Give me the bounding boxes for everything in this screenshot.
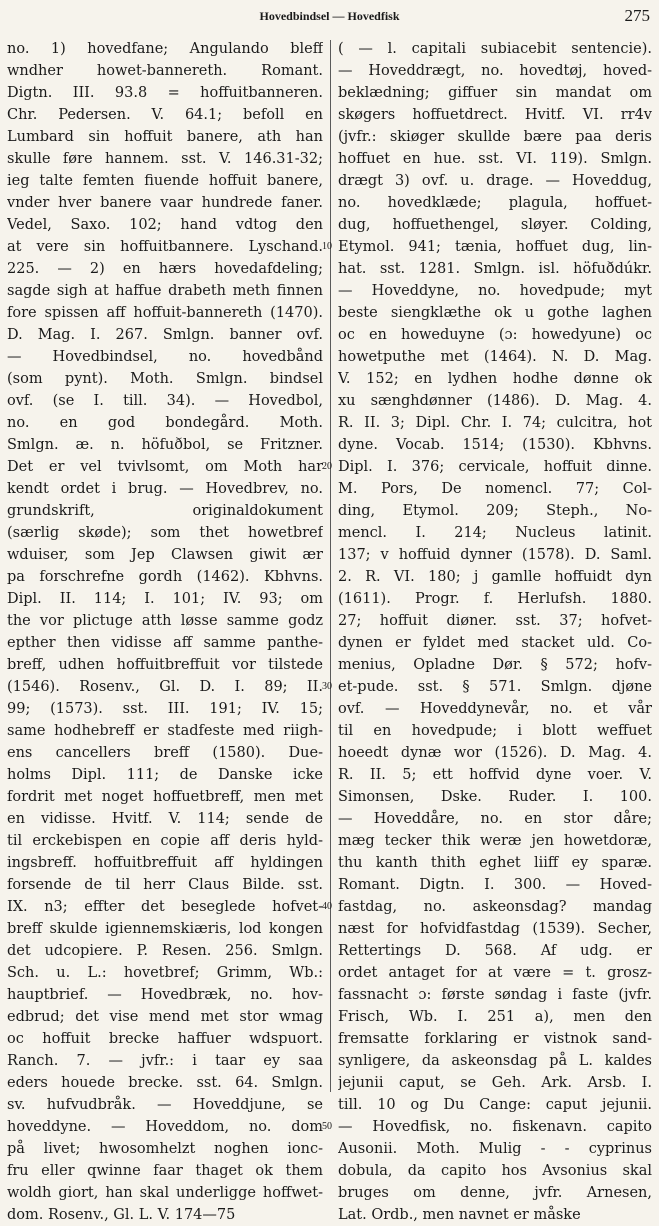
text-line: Digtn. III. 93.8 = hoffuitbanneren. [7, 85, 323, 101]
text-line: fore spissen aff hoffuit-bannereth (1470). [7, 305, 323, 321]
text-line: Romant. Digtn. I. 300. — Hoved- [338, 877, 652, 893]
text-line: ingsbreff. hoffuitbreffuit aff hyldingen [7, 855, 323, 871]
line-number: 50 [322, 1121, 332, 1132]
text-line: hauptbrief. — Hovedbræk, no. hov- [7, 987, 323, 1003]
text-line: same hodhebreff er stadfeste med riigh- [7, 723, 323, 739]
text-line: sagde sigh at haffue drabeth meth finnen [7, 283, 323, 299]
text-line: ding, Etymol. 209; Steph., No- [338, 503, 652, 519]
text-line: (særlig skøde); som thet howetbref [7, 525, 323, 541]
text-line: hoeedt dynæ wor (1526). D. Mag. 4. [338, 745, 652, 761]
text-line: oc hoffuit brecke haffuer wdspuort. [7, 1031, 323, 1047]
text-line: mencl. I. 214; Nucleus latinit. [338, 525, 652, 541]
text-line: Det er vel tvivlsomt, om Moth har [7, 459, 323, 475]
line-number: 20 [322, 461, 332, 472]
text-line: thu kanth thith eghet liiff ey sparæ. [338, 855, 652, 871]
text-line: (som pynt). Moth. Smlgn. bindsel [7, 371, 323, 387]
text-line: Ausonii. Moth. Mulig - - cyprinus [338, 1141, 652, 1157]
text-line: hoffuet en hue. sst. VI. 119). Smlgn. [338, 151, 652, 167]
text-line: wndher howet-bannereth. Romant. [7, 63, 323, 79]
text-line: eders houede brecke. sst. 64. Smlgn. [7, 1075, 323, 1091]
text-line: en vidisse. Hvitf. V. 114; sende de [7, 811, 323, 827]
text-line: det udcopiere. P. Resen. 256. Smlgn. [7, 943, 323, 959]
text-line: IX. n3; effter det beseglede hofvet- [7, 899, 323, 915]
text-line: Lumbard sin hoffuit banere, ath han [7, 129, 323, 145]
text-line: no. 1) hovedfane; Angulando bleff [7, 41, 323, 57]
text-line: Simonsen, Dske. Ruder. I. 100. [338, 789, 652, 805]
page-number: 275 [624, 6, 650, 25]
running-title: Hovedbindsel — Hovedfisk [259, 9, 400, 23]
text-line: the vor plictuge atth løsse samme godz [7, 613, 323, 629]
text-line: fastdag, no. askeonsdag? mandag [338, 899, 652, 915]
text-line: 137; v hoffuid dynner (1578). D. Saml. [338, 547, 652, 563]
running-header [0, 6, 659, 28]
text-line: — Hovedbindsel, no. hovedbånd [7, 349, 323, 365]
text-line: Lat. Ordb., men navnet er måske [338, 1207, 581, 1223]
text-line: grundskrift, originaldokument [7, 503, 323, 519]
text-line: beklædning; giffuer sin mandat om [338, 85, 652, 101]
text-line: synligere, da askeonsdag på L. kaldes [338, 1053, 652, 1069]
text-line: (jvfr.: skiøger skullde bære paa deris [338, 129, 652, 145]
text-line: 27; hoffuit diøner. sst. 37; hofvet- [338, 613, 652, 629]
text-line: ordet antaget for at være = t. grosz- [338, 965, 652, 981]
text-line: — Hoveddyne, no. hovedpude; myt [338, 283, 652, 299]
text-line: hat. sst. 1281. Smlgn. isl. höfuðdúkr. [338, 261, 652, 277]
text-line: til erckebispen en copie aff deris hyld- [7, 833, 323, 849]
text-line: xu sænghdønner (1486). D. Mag. 4. [338, 393, 652, 409]
text-line: dyne. Vocab. 1514; (1530). Kbhvns. [338, 437, 652, 453]
text-line: M. Pors, De nomencl. 77; Col- [338, 481, 652, 497]
text-line: næst for hofvidfastdag (1539). Secher, [338, 921, 652, 937]
text-line: Rettertings D. 568. Af udg. er [338, 943, 652, 959]
text-line: wduiser, som Jep Clawsen giwit ær [7, 547, 323, 563]
text-line: D. Mag. I. 267. Smlgn. banner ovf. [7, 327, 323, 343]
text-line: ovf. (se I. till. 34). — Hovedbol, [7, 393, 323, 409]
text-line: fassnacht ɔ: første søndag i faste (jvfr. [338, 987, 652, 1003]
line-number: 40 [322, 901, 332, 912]
line-number: 10 [322, 241, 332, 252]
text-line: holms Dipl. 111; de Danske icke [7, 767, 323, 783]
text-line: vnder hver banere vaar hundrede faner. [7, 195, 323, 211]
text-line: forsende de til herr Claus Bilde. sst. [7, 877, 323, 893]
text-line: drægt 3) ovf. u. drage. — Hoveddug, [338, 173, 652, 189]
text-line: Dipl. II. 114; I. 101; IV. 93; om [7, 591, 323, 607]
text-line: fordrit met noget hoffuetbreff, men met [7, 789, 323, 805]
text-line: kendt ordet i brug. — Hovedbrev, no. [7, 481, 323, 497]
text-line: breff skulde igiennemskiæris, lod kongen [7, 921, 323, 937]
text-line: epther then vidisse aff samme panthe- [7, 635, 323, 651]
text-line: Etymol. 941; tænia, hoffuet dug, lin- [338, 239, 652, 255]
text-line: — Hovedfisk, no. fiskenavn. capito [338, 1119, 652, 1135]
text-line: ens cancellers breff (1580). Due- [7, 745, 323, 761]
text-line: at vere sin hoffuitbannere. Lyschand. [7, 239, 323, 255]
text-line: (1611). Progr. f. Herlufsh. 1880. [338, 591, 652, 607]
line-number: 30 [322, 681, 332, 692]
text-line: V. 152; en lydhen hodhe dønne ok [338, 371, 652, 387]
text-line: till. 10 og Du Cange: caput jejunii. [338, 1097, 652, 1113]
text-line: no. en god bondegård. Moth. [7, 415, 323, 431]
text-line: 2. R. VI. 180; j gamlle hoffuidt dyn [338, 569, 652, 585]
text-line: et-pude. sst. § 571. Smlgn. djøne [338, 679, 652, 695]
column-divider [330, 40, 331, 1092]
text-line: fru eller qwinne faar thaget ok them [7, 1163, 323, 1179]
text-line: 225. — 2) en hærs hovedafdeling; [7, 261, 323, 277]
text-line: howetputhe met (1464). N. D. Mag. [338, 349, 652, 365]
text-line: Sch. u. L.: hovetbref; Grimm, Wb.: [7, 965, 323, 981]
text-line: dug, hoffuethengel, sløyer. Colding, [338, 217, 652, 233]
text-line: no. hovedklæde; plagula, hoffuet- [338, 195, 652, 211]
text-line: ieg talte femten fiuende hoffuit banere, [7, 173, 323, 189]
text-line: R. II. 3; Dipl. Chr. I. 74; culcitra, hot [338, 415, 652, 431]
text-line: hoveddyne. — Hoveddom, no. dom [7, 1119, 323, 1135]
text-line: ( — l. capitali subiacebit sentencie). [338, 41, 652, 57]
text-line: mæg tecker thik weræ jen howetdoræ, [338, 833, 652, 849]
text-line: edbrud; det vise mend met stor wmag [7, 1009, 323, 1025]
text-line: Chr. Pedersen. V. 64.1; befoll en [7, 107, 323, 123]
text-line: dobula, da capito hos Avsonius skal [338, 1163, 652, 1179]
text-line: menius, Opladne Dør. § 572; hofv- [338, 657, 652, 673]
text-line: R. II. 5; ett hoffvid dyne voer. V. [338, 767, 652, 783]
text-line: bruges om denne, jvfr. Arnesen, [338, 1185, 652, 1201]
text-line: beste siengklæthe ok u gothe laghen [338, 305, 652, 321]
text-line: skøgers hoffuetdrect. Hvitf. VI. rr4v [338, 107, 652, 123]
text-line: pa forschrefne gordh (1462). Kbhvns. [7, 569, 323, 585]
text-line: oc en howeduyne (ɔ: howedyune) oc [338, 327, 652, 343]
text-line: fremsatte forklaring er vistnok sand- [338, 1031, 652, 1047]
text-line: Dipl. I. 376; cervicale, hoffuit dinne. [338, 459, 652, 475]
text-line: Ranch. 7. — jvfr.: i taar ey saa [7, 1053, 323, 1069]
right-column [338, 38, 652, 1226]
text-line: på livet; hwosomhelzt noghen ionc- [7, 1141, 323, 1157]
text-line: skulle føre hannem. sst. V. 146.31-32; [7, 151, 323, 167]
text-line: — Hoveddrægt, no. hovedtøj, hoved- [338, 63, 652, 79]
text-line: dom. Rosenv., Gl. L. V. 174—75 [7, 1207, 236, 1223]
text-line: 99; (1573). sst. III. 191; IV. 15; [7, 701, 323, 717]
text-line: Smlgn. æ. n. höfuðbol, se Fritzner. [7, 437, 323, 453]
text-line: (1546). Rosenv., Gl. D. I. 89; II. [7, 679, 323, 695]
text-line: Frisch, Wb. I. 251 a), men den [338, 1009, 652, 1025]
text-line: jejunii caput, se Geh. Ark. Arsb. I. [338, 1075, 652, 1091]
text-line: — Hoveddåre, no. en stor dåre; [338, 811, 652, 827]
text-line: ovf. — Hoveddynevår, no. et vår [338, 701, 652, 717]
text-line: woldh giort, han skal underligge hoffwet- [7, 1185, 323, 1201]
left-column [7, 38, 323, 1226]
text-line: dynen er fyldet med stacket uld. Co- [338, 635, 652, 651]
text-line: Vedel, Saxo. 102; hand vdtog den [7, 217, 323, 233]
text-line: sv. hufvudbråk. — Hoveddjune, se [7, 1097, 323, 1113]
text-line: til en hovedpude; i blott weffuet [338, 723, 652, 739]
text-line: breff, udhen hoffuitbreffuit vor tilstede [7, 657, 323, 673]
